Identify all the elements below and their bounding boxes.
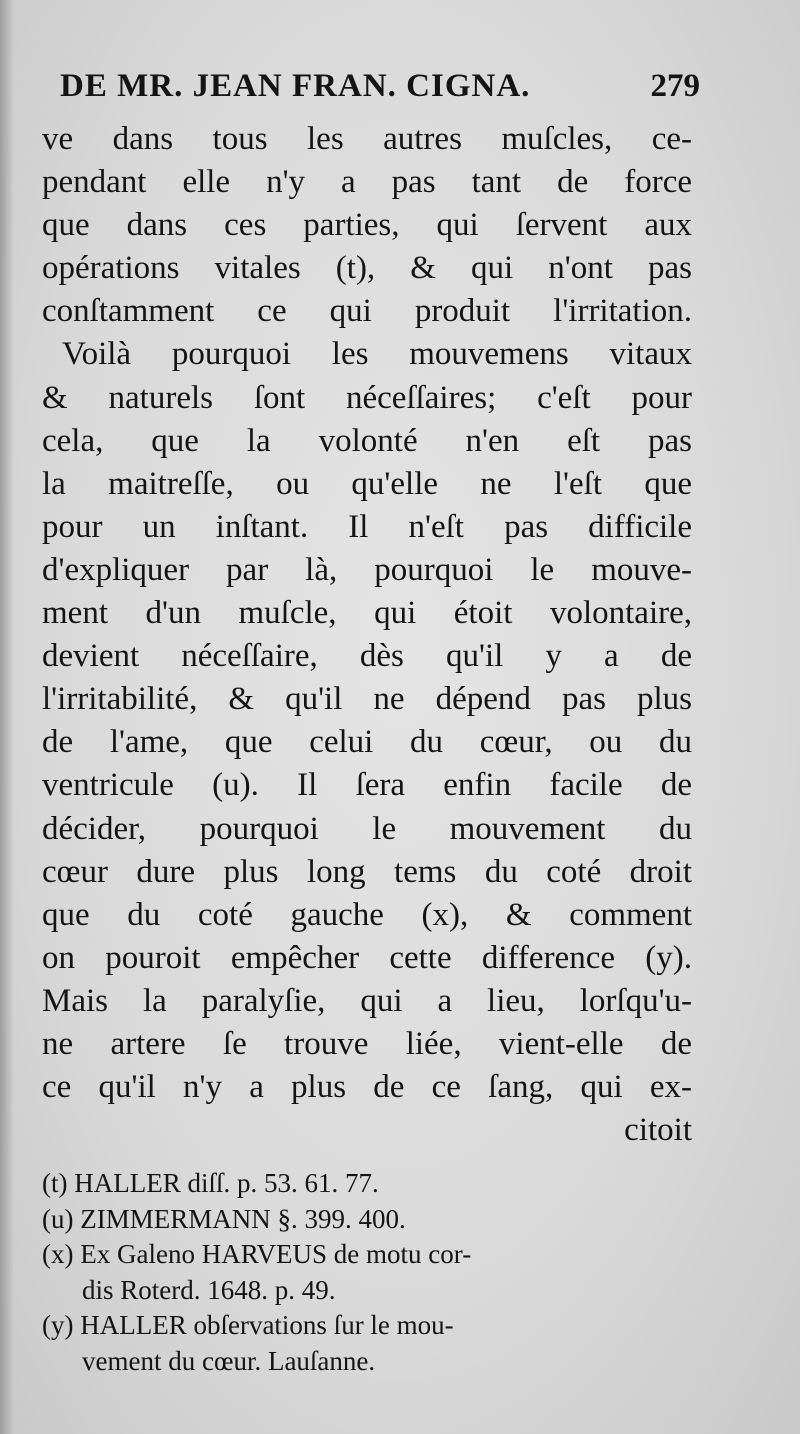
text-line: que du coté gauche (x), & comment bbox=[42, 896, 692, 933]
text-line: cœur dure plus long tems du coté droit bbox=[42, 853, 692, 890]
footnote-u: (u) ZIMMERMANN §. 399. 400. bbox=[42, 1203, 406, 1234]
text-line: ce qu'il n'y a plus de ce ſang, qui ex- bbox=[42, 1069, 692, 1106]
footnote-x: (x) Ex Galeno HARVEUS de motu cor- bbox=[42, 1239, 472, 1269]
text-line: ventricule (u). Il ſera enfin facile de bbox=[42, 767, 692, 804]
catchword: citoit bbox=[624, 1112, 692, 1149]
footnote-y-continued: vement du cœur. Lauſanne. bbox=[82, 1345, 376, 1376]
text-line: l'irritabilité, & qu'il ne dépend pas plus bbox=[42, 681, 692, 718]
text-line: pour un inſtant. Il n'eſt pas difficile bbox=[42, 508, 692, 545]
footnote-x-continued: dis Roterd. 1648. p. 49. bbox=[82, 1274, 336, 1305]
text-line: pendant elle n'y a pas tant de force bbox=[42, 164, 692, 201]
text-line: & naturels ſont néceſſaires; c'eſt pour bbox=[42, 379, 692, 416]
text-line: Voilà pourquoi les mouvemens vitaux bbox=[62, 336, 692, 373]
text-line: Mais la paralyſie, qui a lieu, lorſqu'u- bbox=[42, 982, 692, 1019]
text-line: d'expliquer par là, pourquoi le mouve- bbox=[42, 551, 692, 588]
running-head: DE MR. JEAN FRAN. CIGNA. bbox=[60, 68, 531, 104]
text-line: opérations vitales (t), & qui n'ont pas bbox=[42, 250, 692, 287]
text-line: décider, pourquoi le mouvement du bbox=[42, 810, 692, 847]
main-text bbox=[42, 118, 692, 1152]
text-line: ne artere ſe trouve liée, vient-elle de bbox=[42, 1025, 692, 1062]
footnotes bbox=[42, 1166, 702, 1379]
text-line: de l'ame, que celui du cœur, ou du bbox=[42, 724, 692, 761]
page-edge-shadow bbox=[0, 0, 14, 1434]
text-line: conſtamment ce qui produit l'irritation. bbox=[42, 293, 692, 330]
text-line: cela, que la volonté n'en eſt pas bbox=[42, 422, 692, 459]
text-line: on pouroit empêcher cette difference (y). bbox=[42, 939, 692, 976]
text-line: ve dans tous les autres muſcles, ce- bbox=[42, 121, 692, 157]
page-number: 279 bbox=[650, 68, 700, 104]
footnote-y: (y) HALLER obſervations ſur le mou- bbox=[42, 1310, 454, 1340]
text-line: la maitreſſe, ou qu'elle ne l'eſt que bbox=[42, 465, 692, 502]
footnote-t: (t) HALLER diſſ. p. 53. 61. 77. bbox=[42, 1168, 379, 1198]
text-line: ment d'un muſcle, qui étoit volontaire, bbox=[42, 595, 692, 632]
text-line: que dans ces parties, qui ſervent aux bbox=[42, 207, 692, 244]
page-header bbox=[60, 68, 700, 114]
text-line: devient néceſſaire, dès qu'il y a de bbox=[42, 638, 692, 675]
